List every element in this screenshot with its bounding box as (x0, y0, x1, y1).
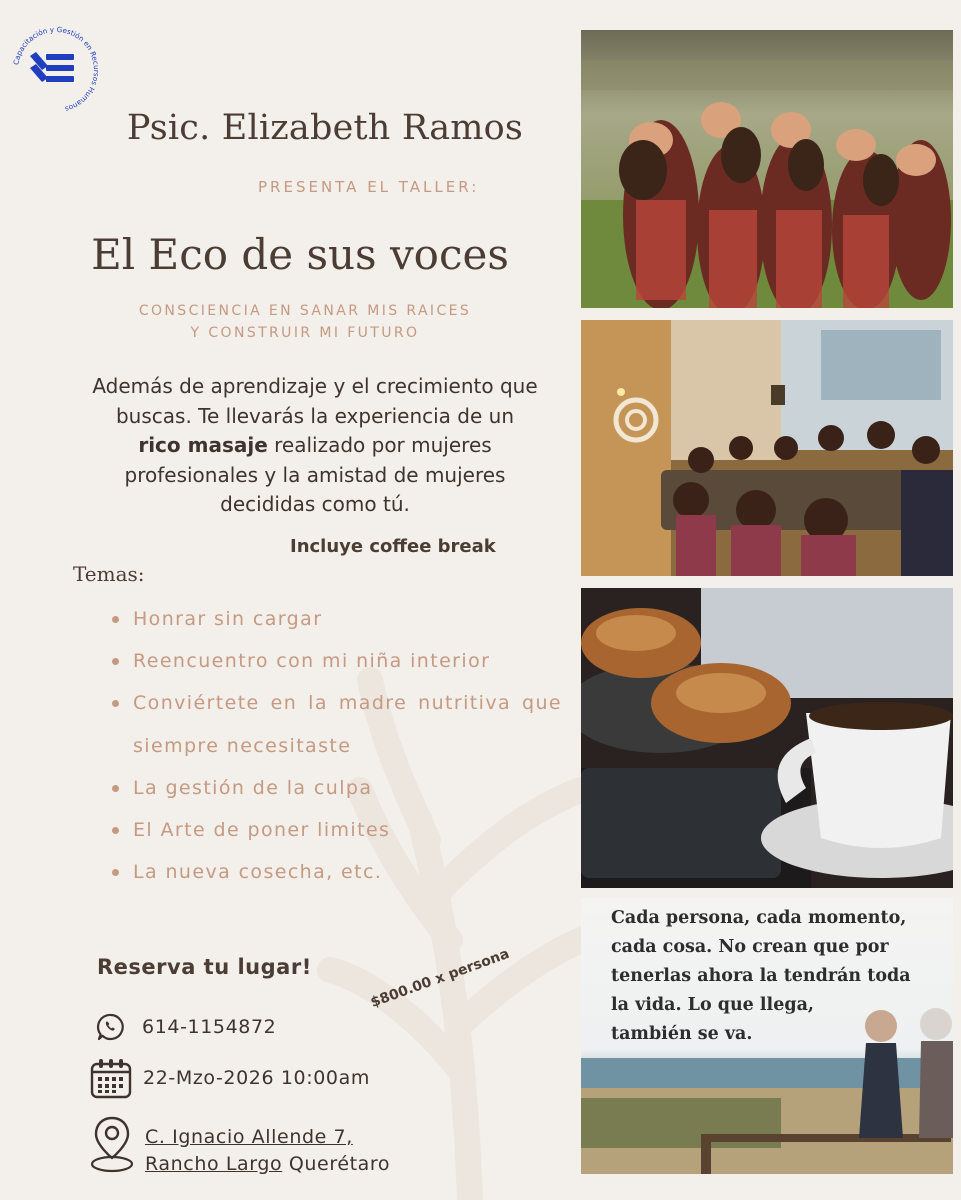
address-line (145, 1151, 390, 1178)
workshop-description (48, 372, 582, 520)
logo-ring-text: Capacitación y Gestión en Recursos Humanos (11, 24, 102, 114)
quote-line: cada cosa. No crean que por (611, 937, 889, 957)
subtitle-line: Y CONSTRUIR MI FUTURO (190, 325, 420, 341)
address-line: C. Ignacio Allende 7, (145, 1126, 353, 1148)
description-line (48, 431, 582, 461)
bullet-icon (112, 616, 119, 623)
description-line: profesionales y la amistad de mujeres (124, 462, 506, 487)
phone-number: 614-1154872 (142, 1016, 277, 1038)
list-item (112, 809, 562, 851)
description-highlight: rico masaje (138, 433, 268, 457)
elderly-couple-at-beach-photo (581, 898, 953, 1174)
topic-text: Conviértete en la madre nutritiva que siempre necesitaste (133, 692, 562, 757)
workshop-title: El Eco de sus voces (91, 230, 509, 279)
whatsapp-icon (96, 1012, 126, 1042)
presents-label: PRESENTA EL TALLER: (258, 178, 480, 196)
workshop-subtitle (80, 300, 530, 344)
croissants-and-coffee-photo (581, 588, 953, 888)
address-city: Querétaro (282, 1153, 391, 1175)
subtitle-line: CONSCIENCIA EN SANAR MIS RAICES (138, 303, 472, 319)
quote-line: tenerlas ahora la tendrán toda (611, 966, 911, 986)
bullet-icon (112, 869, 119, 876)
women-dancing-in-field-photo (581, 30, 953, 308)
list-item (112, 767, 562, 809)
list-item (112, 682, 562, 766)
topics-list (112, 598, 562, 893)
topics-heading: Temas: (73, 562, 145, 586)
list-item (112, 851, 562, 893)
author-name: Psic. Elizabeth Ramos (126, 108, 524, 148)
description-line-rest: realizado por mujeres (267, 433, 492, 457)
company-logo (8, 22, 104, 118)
list-item (112, 598, 562, 640)
women-group-workshop-photo (581, 320, 953, 576)
event-date (90, 1057, 370, 1099)
quote-line: Cada persona, cada momento, (611, 908, 907, 928)
coffee-break-note: Incluye coffee break (290, 536, 496, 557)
description-line: decididas como tú. (220, 492, 410, 516)
topic-text: La gestión de la culpa (133, 776, 373, 799)
price-tag: $800.00 x persona (368, 945, 512, 1011)
address-locality: Rancho Largo (145, 1153, 283, 1175)
event-address[interactable] (90, 1114, 390, 1178)
description-line: buscas. Te llevarás la experiencia de un (115, 403, 515, 428)
date-text: 22-Mzo-2026 10:00am (143, 1067, 370, 1089)
bullet-icon (112, 700, 119, 707)
topic-text: Reencuentro con mi niña interior (133, 650, 491, 673)
bullet-icon (112, 827, 119, 834)
quote-text (611, 904, 946, 1049)
bullet-icon (112, 785, 119, 792)
topic-text: Honrar sin cargar (133, 608, 323, 630)
topic-text: La nueva cosecha, etc. (133, 861, 383, 884)
calendar-icon (90, 1057, 132, 1099)
phone-contact[interactable] (96, 1012, 276, 1042)
location-pin-icon (90, 1114, 134, 1174)
logo-mark-icon (30, 52, 74, 82)
bullet-icon (112, 658, 119, 665)
description-line: Además de aprendizaje y el crecimiento que (92, 374, 538, 398)
reserve-heading: Reserva tu lugar! (97, 955, 312, 979)
address-text (145, 1124, 390, 1178)
quote-line: también se va. (611, 1024, 753, 1044)
topic-text: El Arte de poner limites (133, 819, 391, 842)
quote-line: la vida. Lo que llega, (611, 995, 815, 1015)
list-item (112, 640, 562, 682)
